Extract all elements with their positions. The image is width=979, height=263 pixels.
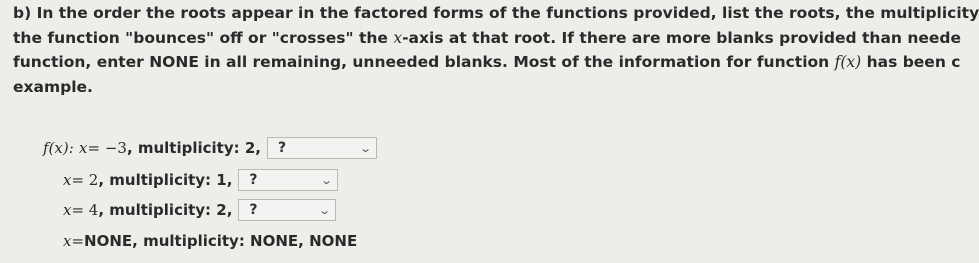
root-variable: x [63, 201, 72, 219]
root-value: = −3 [87, 139, 127, 157]
instructions-line-4: example. [13, 77, 93, 96]
root-row-3 [63, 197, 336, 223]
chevron-down-icon: ⌄ [320, 173, 334, 187]
x-variable: x [393, 28, 403, 47]
instructions-paragraph [13, 1, 979, 99]
root-value: = 4 [71, 201, 99, 219]
root-row-2 [63, 167, 338, 193]
instructions-line-2: the function "bounces" off or "crosses" the x-axis at that root. If there are more blanks provided than neede [13, 28, 962, 47]
behavior-dropdown-3[interactable] [238, 199, 336, 221]
dropdown-value: ? [277, 140, 287, 156]
root-equals: = [71, 232, 85, 250]
behavior-dropdown-1[interactable] [267, 137, 377, 159]
chevron-down-icon: ⌄ [358, 141, 372, 155]
multiplicity-text: , multiplicity: 1, [98, 171, 233, 189]
chevron-down-icon: ⌄ [318, 203, 332, 217]
none-text: NONE, multiplicity: NONE, NONE [84, 232, 358, 250]
function-f-of-x: f(x) [834, 53, 862, 71]
root-variable: x [63, 171, 72, 189]
root-row-4 [63, 228, 357, 254]
instructions-line-1: b) In the order the roots appear in the factored forms of the functions provided, list the roots, the multiplicity [13, 4, 979, 22]
dropdown-value: ? [249, 172, 258, 188]
multiplicity-text: , multiplicity: 2, [98, 201, 233, 219]
behavior-dropdown-2[interactable] [238, 169, 338, 191]
instructions-line-3: function, enter NONE in all remaining, unneeded blanks. Most of the information for function f(x) has been c [13, 53, 961, 71]
dropdown-value: ? [249, 202, 258, 218]
multiplicity-text: , multiplicity: 2, [126, 139, 261, 157]
root-row-1 [43, 135, 377, 161]
root-variable: x [79, 139, 88, 157]
root-value: = 2 [71, 171, 99, 189]
function-label: f(x): [43, 139, 74, 157]
root-variable: x [63, 232, 72, 250]
